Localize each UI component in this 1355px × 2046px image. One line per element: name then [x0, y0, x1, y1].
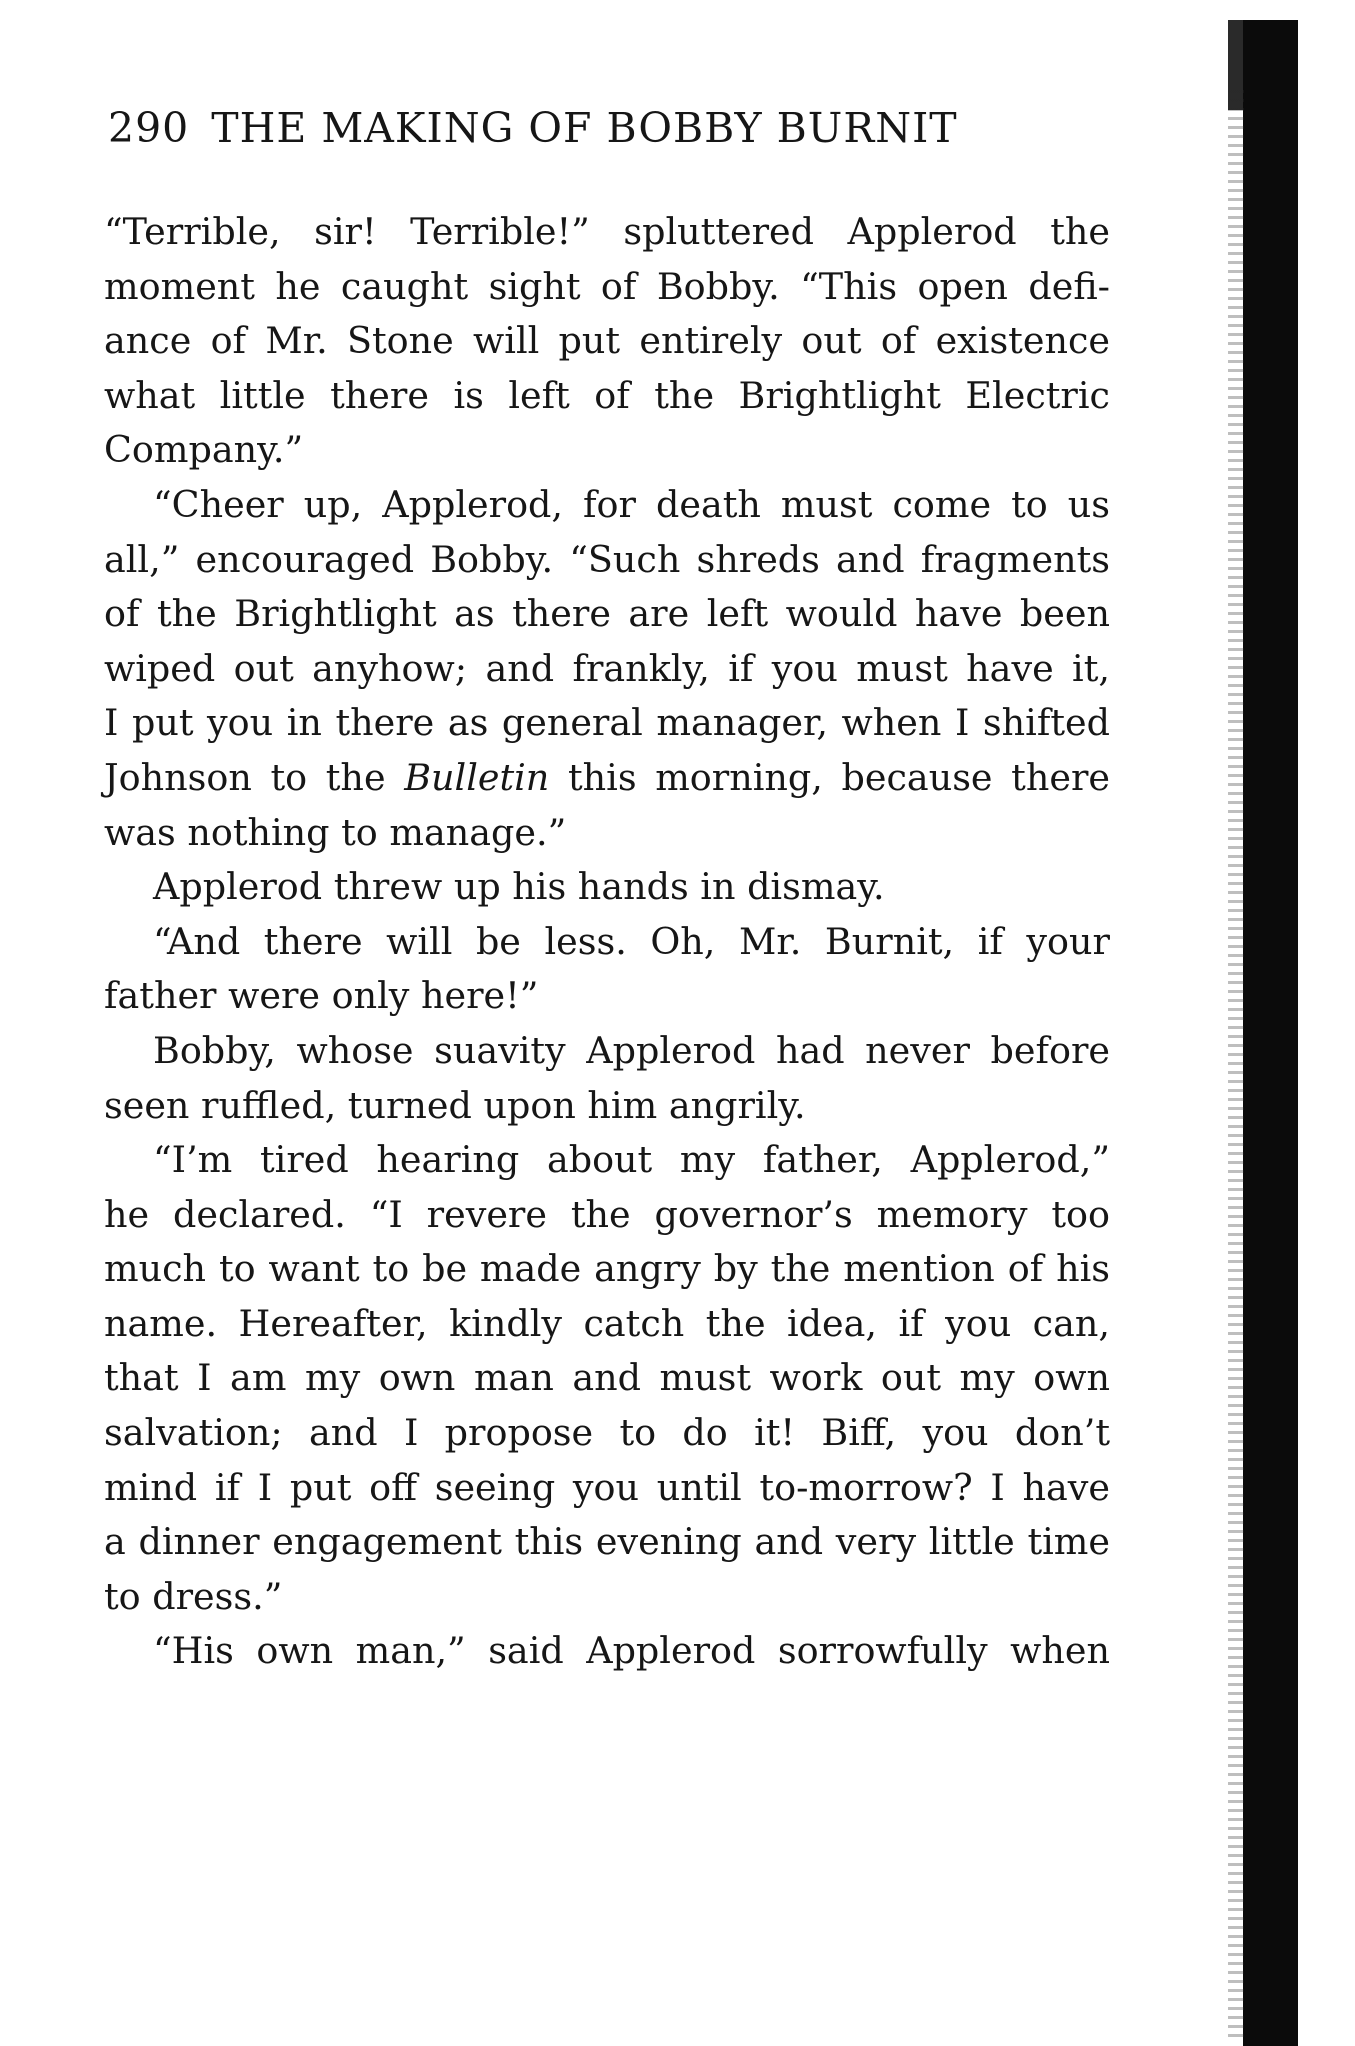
running-title: THE MAKING OF BOBBY BURNIT [211, 104, 958, 152]
italic-title: Bulletin [404, 755, 550, 799]
text-line: “Terrible, sir! Terrible!” spluttered Applerod the [104, 210, 1110, 253]
text-line: father were only here!” [104, 974, 539, 1018]
text-line: of the Brightlight as there are left would have been [104, 592, 1110, 636]
text-line: Johnson to the Bulletin this morning, because there [104, 755, 1111, 799]
text-line: “And there will be less. Oh, Mr. Burnit, if your [153, 919, 1110, 963]
text-line: all,” encouraged Bobby. “Such shreds and fragments [104, 537, 1110, 581]
text-line: Company.” [104, 428, 304, 472]
text-line: was nothing to manage.” [104, 810, 567, 854]
text-line: I put you in there as general manager, when I shifted [104, 701, 1110, 745]
text-line: moment he caught sight of Bobby. “This open defi- [104, 264, 1110, 308]
text-line: to dress.” [104, 1574, 283, 1618]
text-line: he declared. “I revere the governor’s memory too [104, 1192, 1110, 1236]
page-number: 290 [108, 104, 190, 152]
text-line: ance of Mr. Stone will put entirely out of existence [104, 319, 1110, 363]
text-line: “Cheer up, Applerod, for death must come to us [153, 482, 1110, 526]
text-line: salvation; and I propose to do it! Biff, you don’t [104, 1411, 1110, 1455]
binding-shadow [1243, 20, 1298, 2046]
text-line: name. Hereafter, kindly catch the idea, if you can, [104, 1301, 1110, 1345]
running-head [108, 102, 1008, 154]
text-line: a dinner engagement this evening and very little time [104, 1520, 1110, 1564]
text-line: wiped out anyhow; and frankly, if you must have it, [104, 646, 1110, 690]
text-line: “His own man,” said Applerod sorrowfully when [153, 1629, 1110, 1673]
text-line: much to want to be made angry by the mention of his [104, 1247, 1110, 1291]
text-line: that I am my own man and must work out my own [104, 1356, 1110, 1400]
binding-edge [1228, 90, 1244, 2040]
text-line: mind if I put off seeing you until to-morrow? I have [104, 1465, 1110, 1509]
text-line: Applerod threw up his hands in dismay. [153, 865, 885, 909]
text-line: “I’m tired hearing about my father, Applerod,” [153, 1138, 1110, 1182]
text-line: Bobby, whose suavity Applerod had never before [153, 1028, 1110, 1072]
text-line: seen ruffled, turned upon him angrily. [104, 1083, 806, 1127]
body-text [104, 205, 1110, 1679]
text-line: what little there is left of the Brightlight Electric [104, 373, 1110, 417]
